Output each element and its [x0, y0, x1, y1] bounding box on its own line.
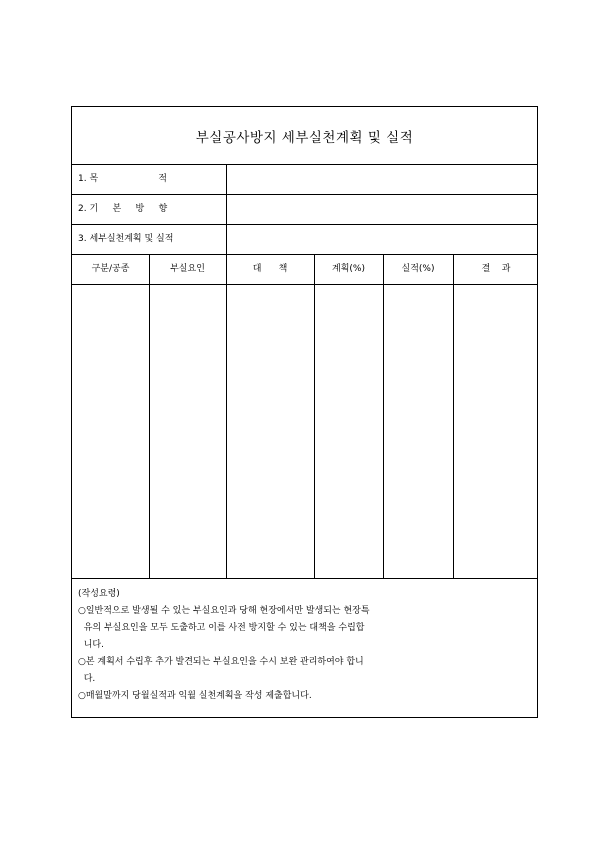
- result-percent-cell[interactable]: [383, 285, 453, 578]
- guide-line: ○본 계획서 수립후 추가 발견되는 부실요인을 수시 보완 관리하여야 합니: [78, 657, 364, 667]
- writing-guide: [72, 580, 537, 717]
- guide-line: 니다.: [78, 640, 104, 650]
- guide-line: ○매월말까지 당월실적과 익월 실천계획을 작성 제출합니다.: [78, 691, 312, 701]
- header-category: 구분/공종: [91, 264, 130, 274]
- basic-direction-row: [72, 195, 537, 225]
- header-outcome: 결 과: [481, 264, 511, 274]
- purpose-row: [72, 165, 537, 195]
- guide-heading: (작성요령): [78, 589, 120, 599]
- basic-direction-field[interactable]: [227, 195, 537, 224]
- countermeasure-cell[interactable]: [226, 285, 314, 578]
- guide-line: 유의 부실요인을 모두 도출하고 이를 사전 방지할 수 있는 대책을 수립합: [78, 623, 365, 633]
- guide-line: 다.: [78, 674, 96, 684]
- plan-results-field[interactable]: [227, 225, 537, 254]
- form-title: 부실공사방지 세부실천계획 및 실적: [72, 107, 537, 165]
- header-defect-factor: 부실요인: [170, 264, 205, 274]
- defect-factor-cell[interactable]: [149, 285, 226, 578]
- table-header-row: [72, 255, 537, 285]
- plan-results-row: [72, 225, 537, 255]
- basic-direction-label: 2. 기 본 방 향: [72, 195, 227, 224]
- header-plan-percent: 계획(%): [332, 264, 365, 274]
- plan-percent-cell[interactable]: [314, 285, 383, 578]
- purpose-field[interactable]: [227, 165, 537, 194]
- guide-line: ○일반적으로 발생될 수 있는 부실요인과 당해 현장에서만 발생되는 현장특: [78, 606, 370, 616]
- outcome-cell[interactable]: [453, 285, 539, 578]
- plan-results-label: 3. 세부실천계획 및 실적: [72, 225, 227, 254]
- category-cell[interactable]: [72, 285, 149, 578]
- header-result-percent: 실적(%): [401, 264, 435, 274]
- form-sheet: [71, 106, 538, 718]
- header-countermeasure: 대 책: [252, 264, 288, 274]
- purpose-label: 1. 목 적: [72, 165, 227, 194]
- plan-table: [72, 255, 537, 579]
